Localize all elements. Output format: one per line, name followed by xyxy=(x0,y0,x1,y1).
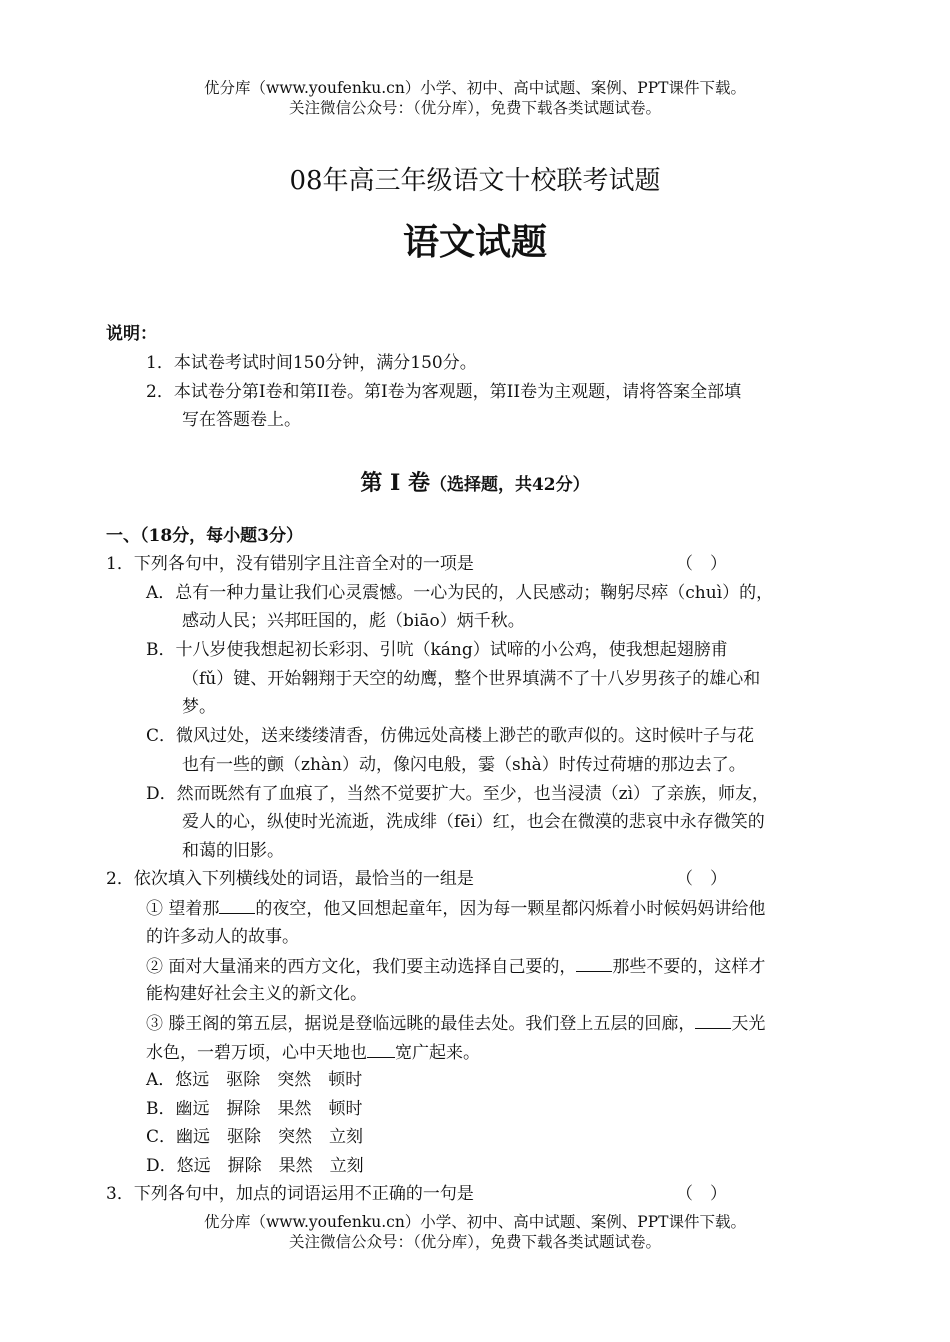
subject-title: 语文试题 xyxy=(402,221,547,263)
q1-option-d-line-1: D．然而既然有了血痕了，当然不觉要扩大。至少，也当浸渍（zì）了亲族，师友， xyxy=(146,784,770,804)
section-1-heading xyxy=(0,466,950,497)
note-1: 1．本试卷考试时间150分钟，满分150分。 xyxy=(146,353,477,373)
q2-blank-3[interactable] xyxy=(695,1012,731,1029)
note-2-line-2: 写在答题卷上。 xyxy=(182,410,301,430)
q2-s1-post: 的夜空，他又回想起童年，因为每一颗星都闪烁着小时候妈妈讲给他 xyxy=(255,899,766,919)
part-1-heading: 一、（18分，每小题3分） xyxy=(106,526,303,546)
footer-line-1: 优分库（www.youfenku.cn）小学、初中、高中试题、案例、PPT课件下载。 xyxy=(203,1213,747,1231)
q1-option-b-line-2: （fǔ）键、开始翱翔于天空的幼鹰，整个世界填满不了十八岁男孩子的雄心和 xyxy=(182,669,761,689)
q1-option-c-line-1: C．微风过处，送来缕缕清香，仿佛远处高楼上渺芒的歌声似的。这时候叶子与花 xyxy=(146,726,755,746)
section-1-title: 第 I 卷 xyxy=(360,470,430,496)
q2-sentence-2-line-1 xyxy=(146,955,765,978)
q1-option-b-line-1: B．十八岁使我想起初长彩羽、引吭（káng）试啼的小公鸡，使我想起翅膀甫 xyxy=(146,640,728,660)
q2-blank-2[interactable] xyxy=(576,955,612,972)
q2-blank-4[interactable] xyxy=(367,1041,395,1058)
q1-option-d-line-3: 和蔼的旧影。 xyxy=(182,841,284,861)
q2-sentence-1-line-2: 的许多动人的故事。 xyxy=(146,927,299,947)
q2-sentence-1-line-1 xyxy=(146,897,765,920)
q2-s3b-post: 宽广起来。 xyxy=(395,1043,480,1063)
notes-label: 说明： xyxy=(106,324,157,344)
q2-answer-paren: （ ） xyxy=(676,869,727,889)
section-1-note: （选择题，共42分） xyxy=(429,475,590,495)
q1-option-a-line-2: 感动人民；兴邦旺国的，彪（biāo）炳千秋。 xyxy=(182,611,525,631)
q2-blank-1[interactable] xyxy=(219,897,255,914)
header-line-1: 优分库（www.youfenku.cn）小学、初中、高中试题、案例、PPT课件下载。 xyxy=(203,79,747,97)
header-line-2: 关注微信公众号：（优分库），免费下载各类试题试卷。 xyxy=(288,99,661,117)
q1-option-b-line-3: 梦。 xyxy=(182,697,216,717)
footer-line-2: 关注微信公众号：（优分库），免费下载各类试题试卷。 xyxy=(288,1233,661,1251)
q2-s3-post: 天光 xyxy=(731,1014,766,1034)
q2-sentence-2-line-2: 能构建好社会主义的新文化。 xyxy=(146,984,367,1004)
q2-s2-post: 那些不要的，这样才 xyxy=(612,957,766,977)
note-2-line-1: 2．本试卷分第I卷和第II卷。第I卷为客观题，第II卷为主观题，请将答案全部填 xyxy=(146,382,742,402)
q1-stem: 1．下列各句中，没有错别字且注音全对的一项是 xyxy=(106,554,474,574)
q2-sentence-3-line-1 xyxy=(146,1012,765,1035)
q2-stem: 2．依次填入下列横线处的词语，最恰当的一组是 xyxy=(106,869,474,889)
q2-option-d: D．悠远 摒除 果然 立刻 xyxy=(146,1156,364,1176)
exam-title: 08年高三年级语文十校联考试题 xyxy=(289,166,661,196)
q3-stem: 3．下列各句中，加点的词语运用不正确的一句是 xyxy=(106,1184,474,1204)
q2-sentence-3-line-2 xyxy=(146,1041,480,1064)
q1-option-d-line-2: 爱人的心，纵使时光流逝，洗成绯（fēi）红，也会在微漠的悲哀中永存微笑的 xyxy=(182,812,765,832)
q2-s1-pre: ① 望着那 xyxy=(146,899,220,919)
q2-option-c: C．幽远 驱除 突然 立刻 xyxy=(146,1127,364,1147)
q2-s3-pre: ③ 滕王阁的第五层，据说是登临远眺的最佳去处。我们登上五层的回廊， xyxy=(146,1014,696,1034)
q1-answer-paren: （ ） xyxy=(676,554,727,574)
q3-answer-paren: （ ） xyxy=(676,1184,727,1204)
q2-s3b-pre: 水色，一碧万顷，心中天地也 xyxy=(146,1043,367,1063)
q2-option-b: B．幽远 摒除 果然 顿时 xyxy=(146,1099,363,1119)
q2-s2-pre: ② 面对大量涌来的西方文化，我们要主动选择自己要的， xyxy=(146,957,577,977)
q1-option-a-line-1: A．总有一种力量让我们心灵震憾。一心为民的，人民感动；鞠躬尽瘁（chuì）的， xyxy=(146,583,774,603)
q1-option-c-line-2: 也有一些的颤（zhàn）动，像闪电般，霎（shà）时传过荷塘的那边去了。 xyxy=(182,755,746,775)
q2-option-a: A．悠远 驱除 突然 顿时 xyxy=(146,1070,363,1090)
